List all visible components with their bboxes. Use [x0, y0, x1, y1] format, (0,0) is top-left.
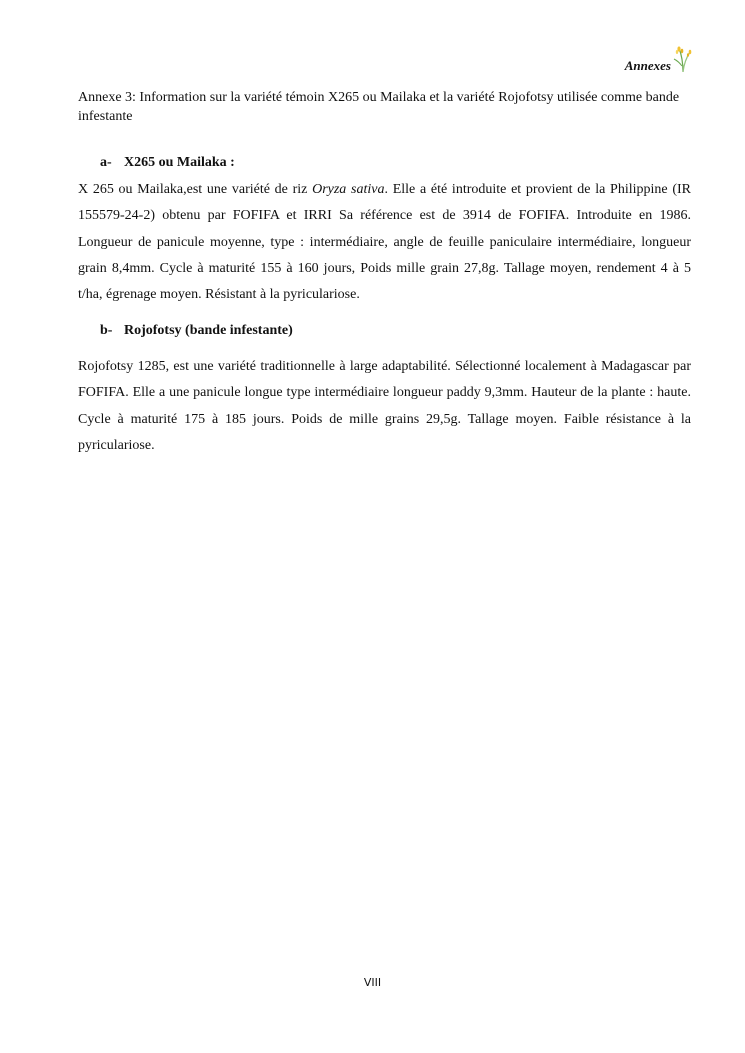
section-a-text-rest: . Elle a été introduite et provient de la Philippine (IR 155579-24-2) obtenu par FOFIFA et IRRI Sa référence est de 3914 de FOFIFA. Introduite en 1986. Longueur de panicule moyenne, type : intermédiaire, angle de feuille paniculaire intermédiaire, longueur grain 8,4mm. Cycle à maturité 155 à 160 jours, Poids mille grain 27,8g. Tallage moyen, rendement 4 à 5 t/ha, égrenage moyen. Résistant à la pyriculariose. [78, 182, 691, 303]
rice-plant-logo-icon [673, 46, 693, 72]
page-number: VIII [363, 976, 382, 989]
section-a-marker: a- [100, 155, 112, 170]
section-a-title: X265 ou Mailaka : [124, 155, 235, 170]
section-a-text-start: X 265 ou Mailaka,est une variété de riz [78, 182, 313, 197]
section-b-title: Rojofotsy (bande infestante) [124, 323, 293, 338]
species-name: Oryza sativa [312, 182, 385, 197]
section-a-paragraph [78, 177, 691, 308]
header-title: Annexes [624, 58, 671, 73]
annex-title: Annexe 3: Information sur la variété témoin X265 ou Mailaka et la variété Rojofotsy utilisée comme bande infestante [78, 90, 680, 124]
section-b-paragraph: Rojofotsy 1285, est une variété traditionnelle à large adaptabilité. Sélectionné localement à Madagascar par FOFIFA. Elle a une panicule longue type intermédiaire longueur paddy 9,3mm. Hauteur de la plante : haute. Cycle à maturité 175 à 185 jours. Poids de mille grains 29,5g. Tallage moyen. Faible résistance à la pyriculariose. [78, 359, 691, 453]
section-b-marker: b- [100, 323, 113, 338]
section-b-heading [100, 323, 293, 339]
section-a-heading [100, 155, 235, 171]
page-header [625, 46, 693, 72]
